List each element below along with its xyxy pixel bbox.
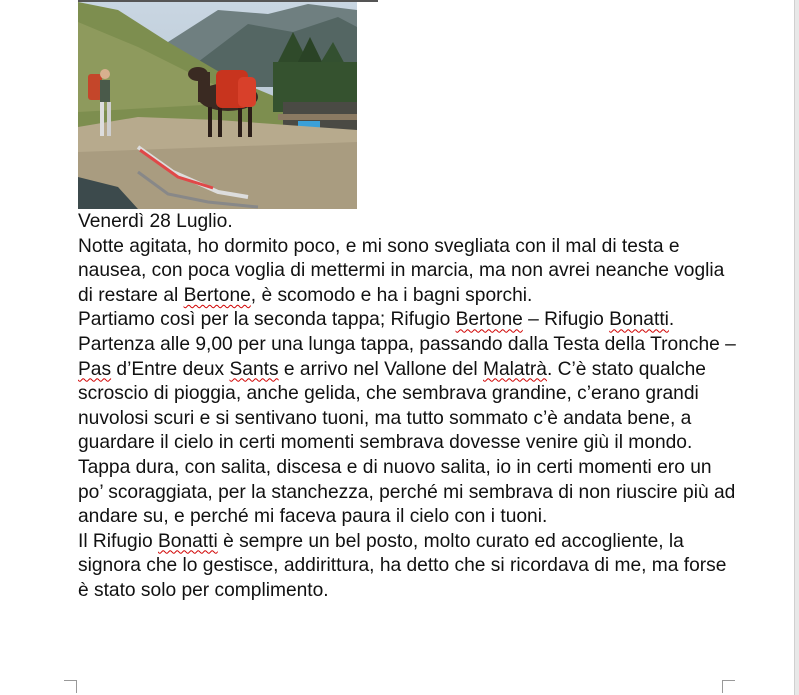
paragraph-3-text: e arrivo nel Vallone del (278, 358, 483, 380)
paragraph-3-text: Partenza alle 9,00 per una lunga tappa, passando dalla Testa della Tronche – (78, 333, 736, 355)
paragraph-1 (78, 235, 738, 309)
paragraph-2-text-end: . (668, 309, 675, 331)
misspelled-word[interactable]: Bertone (183, 284, 251, 306)
date-heading: Venerdì 28 Luglio. (78, 211, 233, 232)
paragraph-2-text: Partiamo così per la seconda tappa; Rifugio (78, 309, 456, 331)
misspelled-word[interactable]: Bonatti (609, 309, 669, 331)
margin-corner-mark-right (722, 680, 735, 693)
paragraph-4-text-end: è sempre un bel posto, molto curato ed accogliente, la signora che lo gestisce, addirittura, ha detto che si ricordava di me, ma forse è stato solo per complimento. (78, 530, 727, 601)
misspelled-word[interactable]: Sants (229, 358, 279, 380)
paragraph-4 (78, 530, 738, 604)
document-body (78, 210, 738, 604)
misspelled-word[interactable]: Pas (78, 358, 112, 380)
paragraph-3-text-end: . C’è stato qualche scroscio di pioggia, anche gelida, che sembrava grandine, c’erano grandi nuvolosi scuri e si sentivano tuoni, ma tutto sommato c’è andata bene, a guardare il cielo in certi momenti sembrava dovesse venire giù il mondo. Tappa dura, con salita, discesa e di nuovo salita, io in certi momenti ero un po’ scoraggiata, per la stanchezza, perché mi sembrava di non riuscire più ad andare su, e perché mi faceva paura il cielo con i tuoni. (78, 358, 736, 528)
misspelled-word[interactable]: Bertone (455, 309, 523, 331)
paragraph-2 (78, 308, 738, 333)
paragraph-3 (78, 333, 738, 530)
mountain-mule-photo-icon (78, 2, 357, 209)
paragraph-2-text-mid: – Rifugio (522, 309, 610, 331)
paragraph-4-text: Il Rifugio (78, 530, 158, 552)
margin-corner-mark-left (64, 680, 77, 693)
hiking-photo[interactable] (78, 2, 357, 209)
paragraph-1-text: Notte agitata, ho dormito poco, e mi sono svegliata con il mal di testa e nausea, con poca voglia di mettermi in marcia, ma non avrei neanche voglia di restare al (78, 235, 725, 306)
misspelled-word[interactable]: Bonatti (157, 530, 218, 552)
page-edge (794, 0, 799, 695)
misspelled-word[interactable]: Malatrà (483, 358, 547, 380)
paragraph-1-text-end: , è scomodo e ha i bagni sporchi. (250, 284, 533, 306)
paragraph-3-text: d’Entre deux (111, 358, 230, 380)
